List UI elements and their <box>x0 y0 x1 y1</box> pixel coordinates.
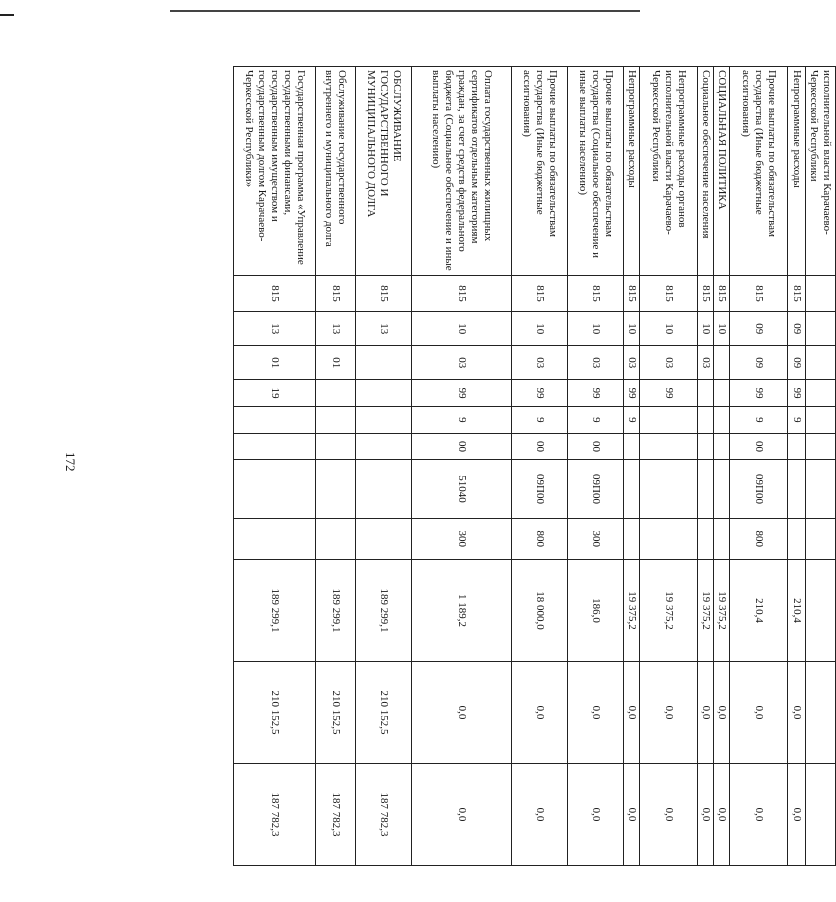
cell-name: Прочие выплаты по обязательствам государства (Социальное обеспечение и иные выплаты населению) <box>568 67 624 276</box>
cell-v3: 187 782,3 <box>234 763 316 865</box>
cell-pr: 09 <box>730 346 788 380</box>
cell-v1 <box>806 559 836 661</box>
cell-rz: 09 <box>730 312 788 346</box>
cell-a: 99 <box>788 380 806 407</box>
cell-v1: 189 299,1 <box>356 559 412 661</box>
cell-a <box>714 380 730 407</box>
cell-rz: 10 <box>512 312 568 346</box>
cell-name: ОБСЛУЖИВАНИЕ ГОСУДАРСТВЕННОГО И МУНИЦИПАЛЬНОГО ДОЛГА <box>356 67 412 276</box>
cell-name: Непрограммные расходы <box>788 67 806 276</box>
cell-d <box>356 460 412 518</box>
cell-a: 99 <box>624 380 640 407</box>
table-row <box>568 67 624 866</box>
cell-v2: 210 152,5 <box>356 661 412 763</box>
cell-gr: 815 <box>412 275 512 311</box>
cell-v2 <box>806 661 836 763</box>
cell-v2: 0,0 <box>730 661 788 763</box>
cell-rz: 13 <box>234 312 316 346</box>
cell-name: Оплата государственных жилищных сертификатов отдельным категориям граждан, за счет средств федерального бюджета (Социальное обеспечение и иные выплаты населению) <box>412 67 512 276</box>
cell-pr: 03 <box>512 346 568 380</box>
cell-c <box>788 433 806 460</box>
cell-v2: 0,0 <box>698 661 714 763</box>
cell-v2: 0,0 <box>624 661 640 763</box>
table-row <box>356 67 412 866</box>
cell-vr <box>788 518 806 559</box>
cell-pr: 03 <box>698 346 714 380</box>
cell-v2: 0,0 <box>640 661 698 763</box>
cell-c: 00 <box>568 433 624 460</box>
cell-rz: 10 <box>640 312 698 346</box>
cell-pr: 09 <box>788 346 806 380</box>
cell-name: Государственная программа «Управление государственными финансами, государственным имуществом и государственным долгом Карачаево-Черкесской Республики» <box>234 67 316 276</box>
table-row <box>234 67 316 866</box>
cell-v3: 0,0 <box>714 763 730 865</box>
cell-v2: 0,0 <box>714 661 730 763</box>
cell-name: СОЦИАЛЬНАЯ ПОЛИТИКА <box>714 67 730 276</box>
cell-a: 99 <box>640 380 698 407</box>
cell-d: 09П00 <box>512 460 568 518</box>
cell-gr: 815 <box>316 275 356 311</box>
cell-v1: 19 375,2 <box>698 559 714 661</box>
cell-c <box>356 433 412 460</box>
cell-d <box>640 460 698 518</box>
cell-v1: 210,4 <box>730 559 788 661</box>
cell-c <box>316 433 356 460</box>
cell-vr: 800 <box>512 518 568 559</box>
cell-name: Социальное обеспечение населения <box>698 67 714 276</box>
cell-b <box>356 406 412 433</box>
cell-pr: 03 <box>640 346 698 380</box>
cell-vr <box>234 518 316 559</box>
cell-d <box>788 460 806 518</box>
cell-b <box>806 406 836 433</box>
cell-v1: 19 375,2 <box>624 559 640 661</box>
cell-v3: 0,0 <box>730 763 788 865</box>
cell-name: Прочие выплаты по обязательствам государства (Иные бюджетные ассигнования) <box>512 67 568 276</box>
cell-a: 99 <box>568 380 624 407</box>
cell-c: 00 <box>512 433 568 460</box>
cell-rz: 10 <box>568 312 624 346</box>
cell-v3: 0,0 <box>412 763 512 865</box>
cell-d <box>714 460 730 518</box>
cell-c <box>698 433 714 460</box>
cell-name: Непрограммные расходы <box>624 67 640 276</box>
cell-v3: 0,0 <box>568 763 624 865</box>
cell-name: Прочие выплаты по обязательствам государства (Иные бюджетные ассигнования) <box>730 67 788 276</box>
table-row <box>714 67 730 866</box>
cell-d: 51040 <box>412 460 512 518</box>
cell-gr: 815 <box>714 275 730 311</box>
cell-v3: 0,0 <box>788 763 806 865</box>
cell-v3: 187 782,3 <box>356 763 412 865</box>
cell-pr: 03 <box>568 346 624 380</box>
cell-c <box>624 433 640 460</box>
table-row <box>316 67 356 866</box>
cell-pr <box>714 346 730 380</box>
cell-v2: 210 152,5 <box>316 661 356 763</box>
table-row <box>624 67 640 866</box>
cell-vr <box>698 518 714 559</box>
cell-rz: 10 <box>624 312 640 346</box>
cell-a <box>698 380 714 407</box>
cell-pr: 01 <box>234 346 316 380</box>
cell-rz: 10 <box>714 312 730 346</box>
cell-name: Обслуживание государственного внутреннего и муниципального долга <box>316 67 356 276</box>
cell-pr: 03 <box>624 346 640 380</box>
cell-v1: 18 000,0 <box>512 559 568 661</box>
cell-gr: 815 <box>568 275 624 311</box>
table-row <box>730 67 788 866</box>
cell-gr: 815 <box>730 275 788 311</box>
cell-c: 00 <box>412 433 512 460</box>
cell-a: 99 <box>512 380 568 407</box>
page-number: 172 <box>63 452 78 472</box>
cell-name: исполнительной власти Карачаево-Черкесской Республики <box>806 67 836 276</box>
cell-d <box>624 460 640 518</box>
cell-rz: 13 <box>356 312 412 346</box>
cell-gr: 815 <box>698 275 714 311</box>
cell-name: Непрограммные расходы органов исполнительной власти Карачаево-Черкесской Республики <box>640 67 698 276</box>
cell-c <box>234 433 316 460</box>
cell-rz: 10 <box>698 312 714 346</box>
cell-vr <box>806 518 836 559</box>
cell-b <box>316 406 356 433</box>
cell-c <box>806 433 836 460</box>
table-row <box>788 67 806 866</box>
cell-b: 9 <box>412 406 512 433</box>
cell-b <box>714 406 730 433</box>
cell-a: 99 <box>412 380 512 407</box>
cell-pr: 03 <box>412 346 512 380</box>
cell-b <box>640 406 698 433</box>
cell-gr: 815 <box>512 275 568 311</box>
cell-v3: 0,0 <box>698 763 714 865</box>
cell-b <box>698 406 714 433</box>
cell-pr: 01 <box>316 346 356 380</box>
table-row <box>698 67 714 866</box>
cell-a: 19 <box>234 380 316 407</box>
cell-b: 9 <box>730 406 788 433</box>
cell-d: 09П00 <box>730 460 788 518</box>
cell-v1: 189 299,1 <box>234 559 316 661</box>
budget-table <box>233 66 836 866</box>
cell-b: 9 <box>624 406 640 433</box>
cell-v2: 0,0 <box>568 661 624 763</box>
cell-c <box>714 433 730 460</box>
cell-d <box>806 460 836 518</box>
cell-gr: 815 <box>788 275 806 311</box>
cell-pr <box>356 346 412 380</box>
cell-d <box>316 460 356 518</box>
cell-vr: 300 <box>412 518 512 559</box>
cell-v3 <box>806 763 836 865</box>
cell-a <box>356 380 412 407</box>
cell-v2: 0,0 <box>512 661 568 763</box>
cell-vr <box>714 518 730 559</box>
cell-v1: 210,4 <box>788 559 806 661</box>
table-row <box>512 67 568 866</box>
cell-a <box>806 380 836 407</box>
cell-b: 9 <box>512 406 568 433</box>
cell-gr <box>806 275 836 311</box>
cell-rz: 09 <box>788 312 806 346</box>
cell-pr <box>806 346 836 380</box>
cell-a <box>316 380 356 407</box>
cell-rz: 10 <box>412 312 512 346</box>
cell-v2: 210 152,5 <box>234 661 316 763</box>
cell-gr: 815 <box>640 275 698 311</box>
cell-gr: 815 <box>356 275 412 311</box>
cell-vr <box>640 518 698 559</box>
cell-a: 99 <box>730 380 788 407</box>
cell-v1: 19 375,2 <box>640 559 698 661</box>
cell-vr <box>356 518 412 559</box>
cell-b: 9 <box>568 406 624 433</box>
budget-table-rotated <box>130 66 836 866</box>
cell-vr: 800 <box>730 518 788 559</box>
cell-vr <box>624 518 640 559</box>
table-row <box>806 67 836 866</box>
table-row <box>412 67 512 866</box>
cell-c <box>640 433 698 460</box>
cell-v1: 19 375,2 <box>714 559 730 661</box>
cell-vr: 300 <box>568 518 624 559</box>
cell-vr <box>316 518 356 559</box>
cell-v2: 0,0 <box>788 661 806 763</box>
cell-v3: 187 782,3 <box>316 763 356 865</box>
cell-d <box>698 460 714 518</box>
cell-d <box>234 460 316 518</box>
cell-c: 00 <box>730 433 788 460</box>
cell-b <box>234 406 316 433</box>
scan-edge-top <box>170 10 640 12</box>
cell-v3: 0,0 <box>640 763 698 865</box>
cell-v1: 189 299,1 <box>316 559 356 661</box>
cell-v3: 0,0 <box>512 763 568 865</box>
cell-v1: 1 189,2 <box>412 559 512 661</box>
cell-gr: 815 <box>624 275 640 311</box>
cell-d: 09П00 <box>568 460 624 518</box>
cell-v2: 0,0 <box>412 661 512 763</box>
cell-b: 9 <box>788 406 806 433</box>
scan-edge-top-left <box>0 14 14 16</box>
table-row <box>640 67 698 866</box>
cell-v3: 0,0 <box>624 763 640 865</box>
cell-gr: 815 <box>234 275 316 311</box>
cell-v1: 186,0 <box>568 559 624 661</box>
cell-rz: 13 <box>316 312 356 346</box>
cell-rz <box>806 312 836 346</box>
